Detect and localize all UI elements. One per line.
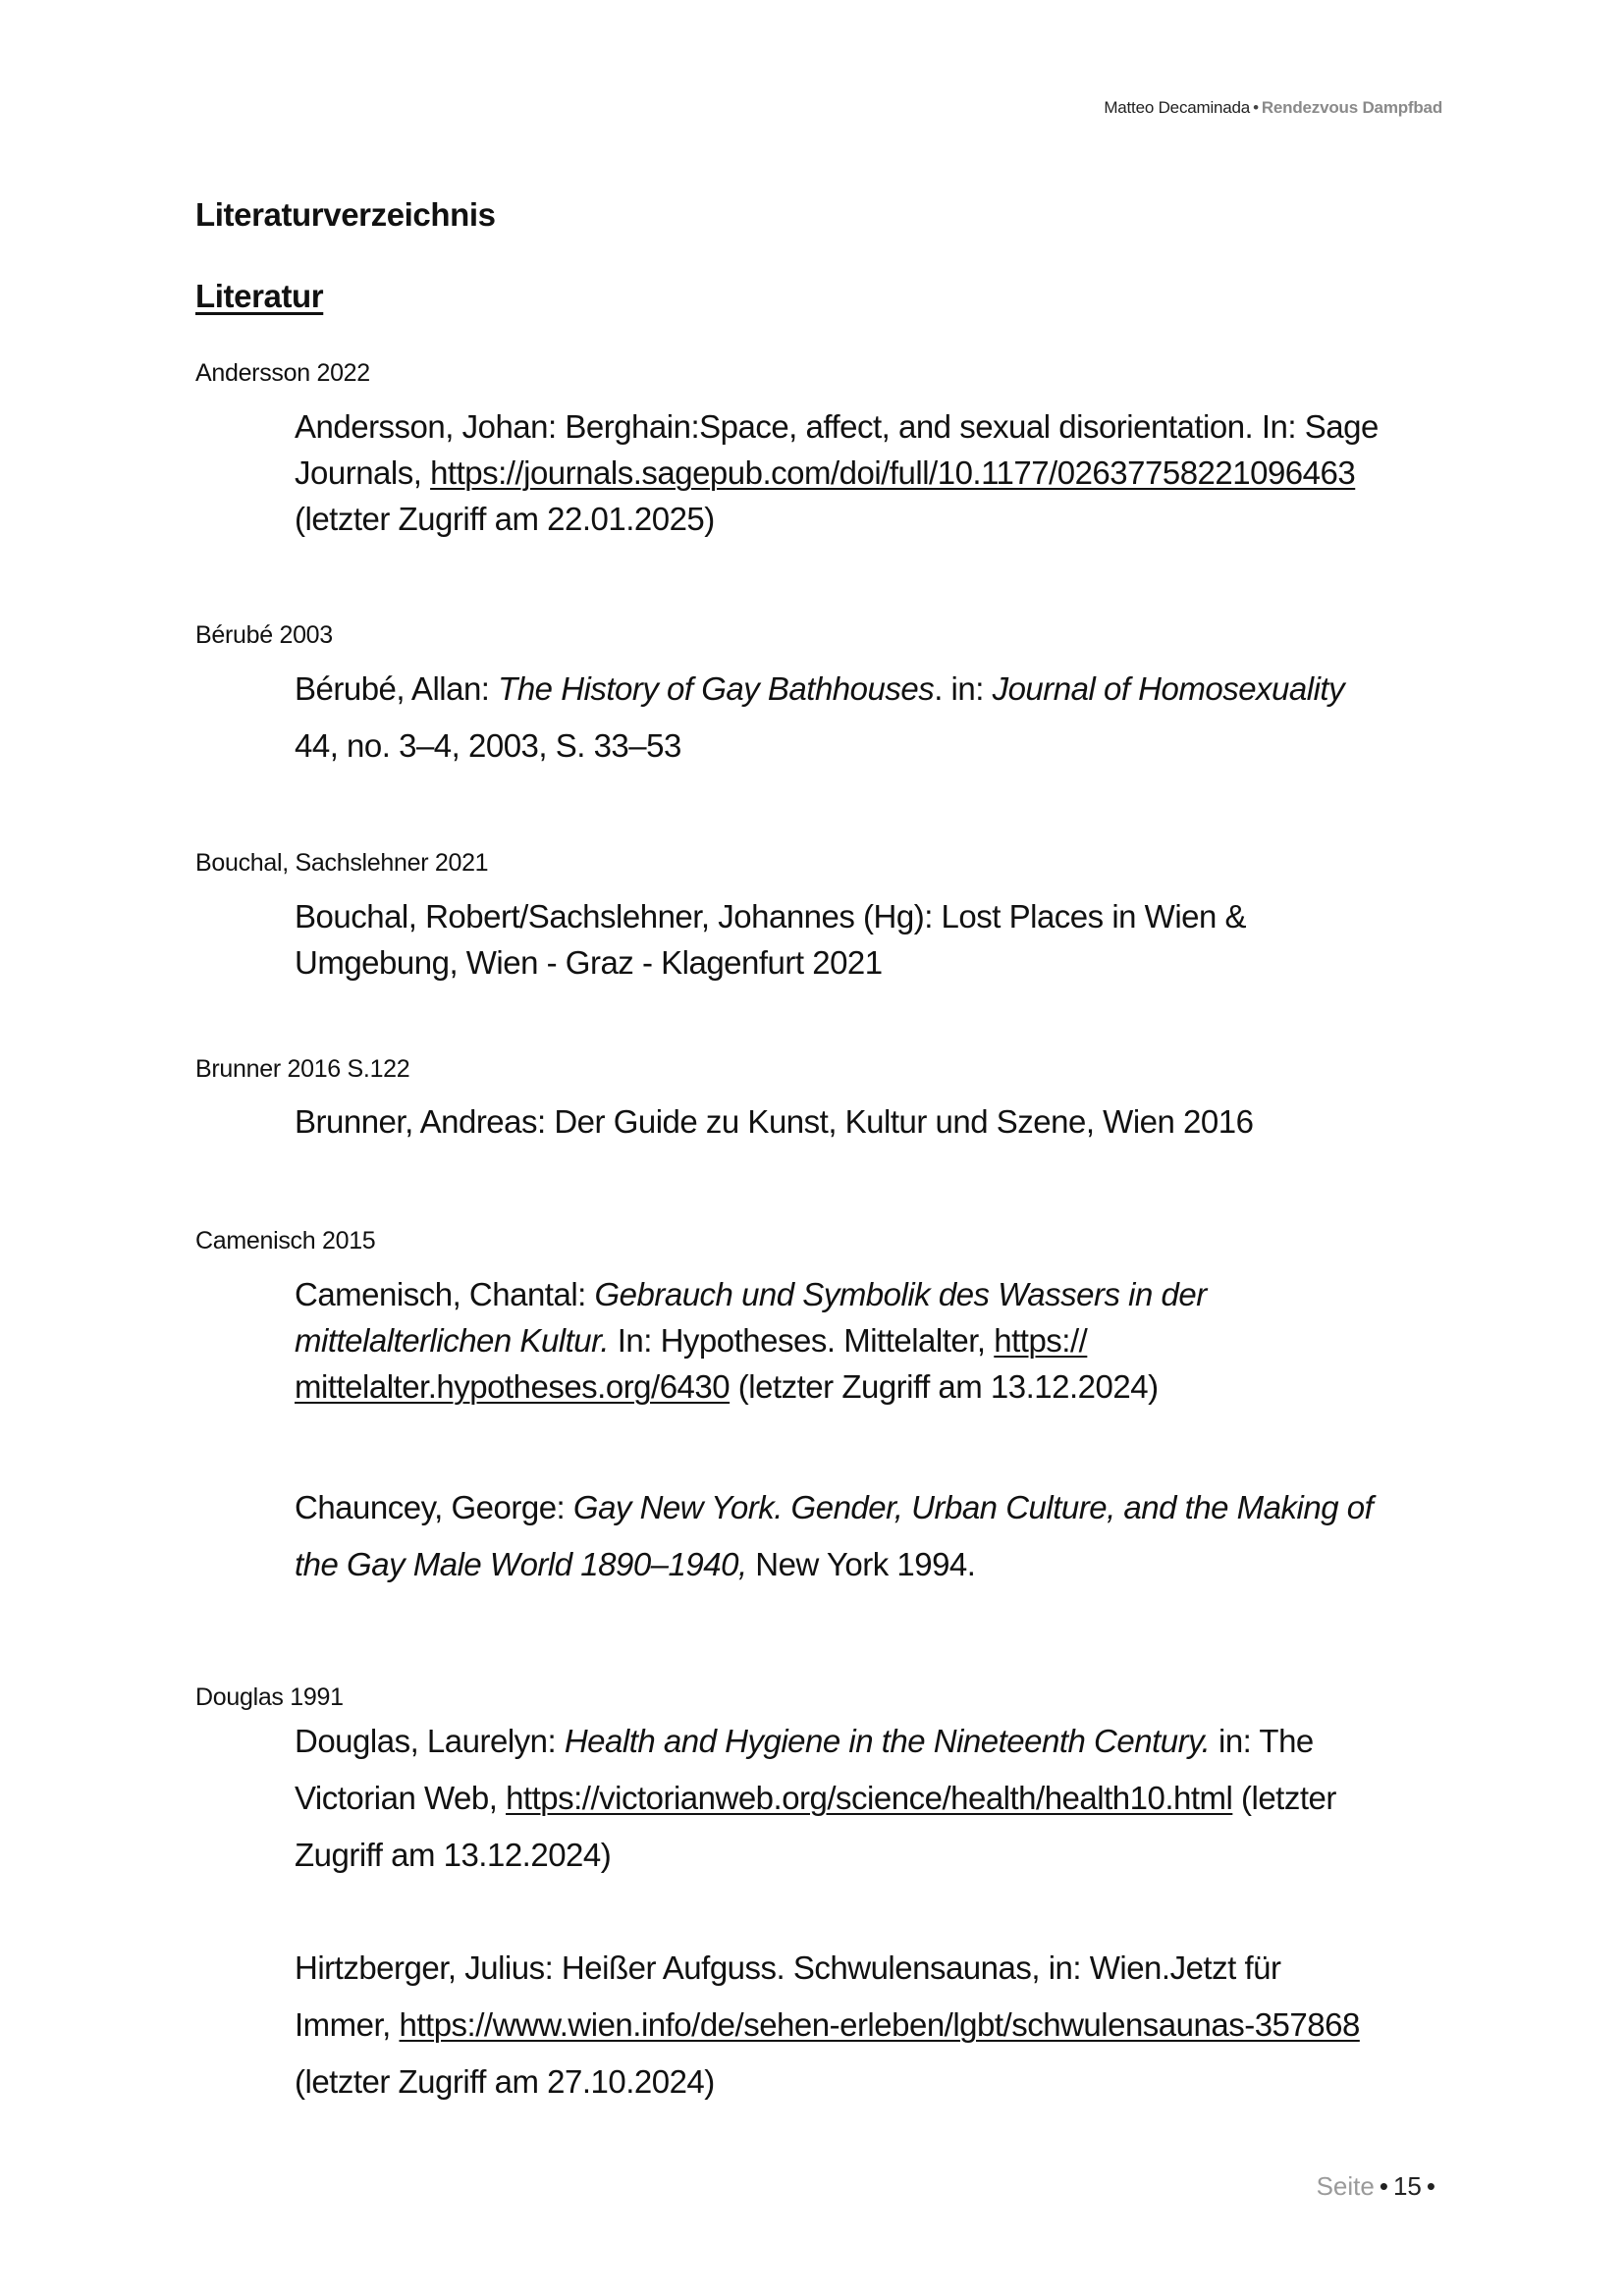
entry-journal: Journal of Homosexuality [992, 670, 1345, 707]
entry-text: Douglas, Laurelyn: [295, 1723, 565, 1759]
entry-line: (letzter Zugriff am 27.10.2024) [295, 2063, 715, 2100]
entry-line: Brunner, Andreas: Der Guide zu Kunst, Kultur und Szene, Wien 2016 [295, 1103, 1254, 1140]
entry-line: Andersson, Johan: Berghain:Space, affect, and sexual disorientation. In: Sage [295, 408, 1379, 445]
page-title: Literaturverzeichnis [195, 196, 496, 233]
entry-line [295, 1317, 1453, 1363]
page-number-value: 15 [1392, 2171, 1422, 2201]
entry-line [295, 1770, 1453, 1827]
entry-title: Health and Hygiene in the Nineteenth Century. [564, 1723, 1211, 1759]
entry-text: Victorian Web, [295, 1780, 507, 1816]
entry-text: Journals, [295, 454, 431, 491]
entry-text: . in: [934, 670, 993, 707]
entry-title: Gebrauch und Symbolik des Wassers in der [594, 1276, 1207, 1312]
bibliography-entry-chauncey [295, 1479, 1453, 1593]
bibliography-entry-douglas [295, 1713, 1453, 1884]
citation-key-douglas: Douglas 1991 [195, 1683, 344, 1711]
header-subtitle: Rendezvous Dampfbad [1261, 98, 1442, 117]
bibliography-entry-andersson [295, 403, 1453, 542]
citation-key-bouchal: Bouchal, Sachslehner 2021 [195, 849, 489, 877]
entry-text: Chauncey, George: [295, 1489, 573, 1525]
entry-url-link[interactable]: mittelalter.hypotheses.org/6430 [295, 1368, 731, 1405]
entry-line [295, 1363, 1453, 1410]
entry-line [295, 1271, 1453, 1317]
entry-url-link[interactable]: https:// [994, 1322, 1088, 1359]
citation-key-andersson: Andersson 2022 [195, 359, 370, 387]
entry-text: Immer, [295, 2006, 400, 2043]
section-title: Literatur [195, 278, 324, 314]
entry-text: Bérubé, Allan: [295, 670, 499, 707]
entry-url-link[interactable]: https://www.wien.info/de/sehen-erleben/lgbt/schwulensaunas-357868 [399, 2006, 1360, 2043]
bibliography-entry-camenisch [295, 1271, 1453, 1410]
entry-title: the Gay Male World 1890–1940, [295, 1546, 747, 1582]
citation-key-brunner: Brunner 2016 S.122 [195, 1055, 410, 1083]
entry-line [295, 1713, 1453, 1770]
entry-line [295, 1997, 1453, 2054]
entry-line: Zugriff am 13.12.2024) [295, 1837, 612, 1873]
bibliography-entry-brunner [295, 1098, 1453, 1145]
running-header [1104, 98, 1442, 118]
page-label: Seite [1316, 2171, 1375, 2201]
page-dot: • [1379, 2171, 1388, 2201]
entry-text: New York 1994. [746, 1546, 976, 1582]
entry-title: The History of Gay Bathhouses [498, 670, 935, 707]
entry-text: Camenisch, Chantal: [295, 1276, 595, 1312]
citation-key-camenisch: Camenisch 2015 [195, 1227, 376, 1255]
bibliography-entry-bouchal [295, 893, 1453, 986]
citation-key-berube: Bérubé 2003 [195, 621, 333, 649]
entry-text: (letzter Zugriff am 13.12.2024) [730, 1368, 1159, 1405]
entry-text: in: The [1210, 1723, 1314, 1759]
entry-line: Bouchal, Robert/Sachslehner, Johannes (Hg): Lost Places in Wien & [295, 898, 1247, 934]
entry-title: Gay New York. Gender, Urban Culture, and the Making of [572, 1489, 1374, 1525]
entry-line [295, 450, 1453, 496]
entry-text: (letzter [1232, 1780, 1336, 1816]
bibliography-entry-hirtzberger [295, 1940, 1453, 2110]
page-dot-end: • [1426, 2171, 1435, 2201]
page-number [1317, 2171, 1440, 2202]
entry-line: 44, no. 3–4, 2003, S. 33–53 [295, 727, 681, 764]
entry-line: Umgebung, Wien - Graz - Klagenfurt 2021 [295, 944, 883, 981]
bibliography-entry-berube [295, 661, 1453, 774]
entry-line [295, 1479, 1453, 1536]
entry-title: mittelalterlichen Kultur. [295, 1322, 610, 1359]
entry-line [295, 661, 1453, 718]
entry-url-link[interactable]: https://journals.sagepub.com/doi/full/10.1177/02637758221096463 [430, 454, 1356, 491]
header-author: Matteo Decaminada [1104, 98, 1251, 117]
entry-line [295, 1536, 1453, 1593]
entry-text: In: Hypotheses. Mittelalter, [609, 1322, 995, 1359]
header-separator: • [1253, 98, 1259, 117]
entry-line: (letzter Zugriff am 22.01.2025) [295, 501, 715, 537]
entry-url-link[interactable]: https://victorianweb.org/science/health/health10.html [506, 1780, 1233, 1816]
entry-line: Hirtzberger, Julius: Heißer Aufguss. Schwulensaunas, in: Wien.Jetzt für [295, 1949, 1281, 1986]
